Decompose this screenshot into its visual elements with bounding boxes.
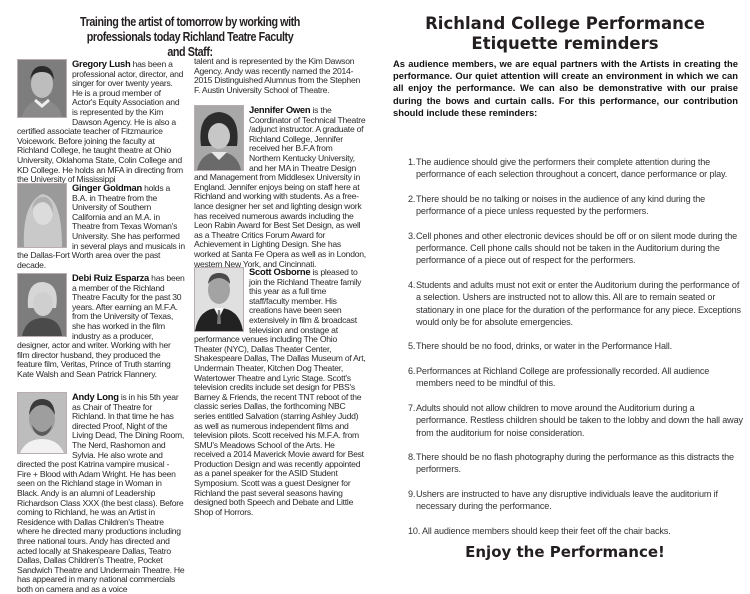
faculty-heading: Training the artist of tomorrow by working with professionals today Richland Teatre Faculty and Staff: <box>80 15 300 59</box>
reminder-item: 1. The audience should give the performers their complete attention during the performance of each selection throughout a concert, dance performance or play. <box>408 157 728 180</box>
photo-gregory-lush <box>17 59 67 118</box>
bio-name: Jennifer Owen <box>249 104 311 115</box>
bio-name: Debi Ruiz Esparza <box>72 272 150 283</box>
reminder-text: Adults should not allow children to move around the Auditorium during a performance. Restless children should be taken to the lobby and down the hall away from the auditorium for noise consideration. <box>416 402 743 438</box>
reminder-item: 3. Cell phones and other electronic devices should be off or on silent mode during the performance. Cell phone calls should not be taken in the Auditorium during the performance of a piece out of respect for the performers. <box>408 230 738 266</box>
reminder-text: All audience members should keep their feet off the chair backs. <box>422 525 671 536</box>
photo-andy-long <box>17 392 67 454</box>
bio-name: Gregory Lush <box>72 58 131 69</box>
bio-text: has been a professional actor, director, and singer for over twenty years. He is a proud member of Actor's Equity Association and is represented by the Kim Dawson Agency. He is also a certified associate teacher of Fitzmaurice Voicework. Before joining the faculty at Richland College, he taught theatre at Ohio University, Oklahoma State, Colin College and KD College. He holds an MFA in directing from the University of Mississippi <box>17 59 184 185</box>
bio-text: is the Coordinator of Technical Theatre /adjunct instructor. A graduate of Richland College, Jennifer received her B.F.A from Northern Kentucky University, and her MA in Theatre Design and Management from Middlesex University in England. Jennifer enjoys being on staff here at Richland and working with students. As a free-lance designer her set and lighting design work has received numerous awards including the Leon Rabin Award for Best Set Design, as well as a Theatre Critics Forum Award for Achievement in Lighting Design. She has worked at Santa Fe Opera as well as in London, western New York, and Cincinnati. <box>194 105 366 269</box>
reminder-text: Students and adults must not exit or enter the Auditorium during the performance of a selection. Ushers are instructed not to allow this. All are to remain seated or stationary in one place for the duration of the performance for any piece. Exceptions would only be for absolute emergencies. <box>416 279 741 327</box>
bio-debi-ruiz-esparza <box>17 273 185 380</box>
reminder-text: Cell phones and other electronic devices should be off or on silent mode during the performance. Cell phone calls should not be taken in the Auditorium during the performance of a piece out of respect for the performers. <box>416 230 738 266</box>
photo-debi-ruiz-esparza <box>17 273 67 337</box>
bio-text: has been a member of the Richland Theatre Faculty for the past 30 years. After earning an M.F.A. from the University of Texas, she has worked in the film industry as a producer, designer, actor and writer. Working with her film director husband, they produced the feature film, Veritas, Prince of Truth starring Kate Walsh and Sean Patrick Flannery. <box>17 273 185 379</box>
reminder-item: 7. Adults should not allow children to move around the Auditorium during a performance. Restless children should be taken to the lobby and down the hall away from the auditorium for noise consideration. <box>408 402 743 438</box>
reminders-list <box>408 156 743 550</box>
bio-text: talent and is represented by the Kim Dawson Agency. Andy was recently named the 2014-2015 Distinguished Alumnus from the Stephen F. Austin University School of Theatre. <box>194 56 361 95</box>
reminder-text: Ushers are instructed to have any disruptive individuals leave the auditorium if necessary during the performance. <box>416 489 718 512</box>
reminder-text: There should be no talking or noises in the audience of any kind during the performance of a piece unless requested by the performers. <box>416 193 706 217</box>
reminder-text: The audience should give the performers their complete attention during the performance of each selection throughout a concert, dance performance or play. <box>416 157 728 180</box>
etiquette-title <box>395 14 735 54</box>
etiquette-intro: As audience members, we are equal partners with the Artists in creating the performance. Our quiet attention will create an environment in which we can all enjoy the performance. We can also be demonstrative with our praise during the bows and curtain calls. For this performance, our contribution should include these reminders: <box>393 58 738 118</box>
bio-text: holds a B.A. in Theatre from the University of Southern California and an M.A. in Theatre from Texas Woman's University. She has performed in several plays and musicals in the Dallas-Fort Worth area over the past decade. <box>17 183 185 270</box>
photo-ginger-goldman <box>17 183 67 248</box>
reminder-text: Performances at Richland College are professionally recorded. All audience members need to be mindful of this. <box>416 366 710 389</box>
reminder-item: 4. Students and adults must not exit or enter the Auditorium during the performance of a selection. Ushers are instructed not to allow this. All are to remain seated or stationary in one place for the duration of the performance for any piece. Exceptions would only be for absolute emergencies. <box>408 279 741 327</box>
bio-ginger-goldman <box>17 183 185 270</box>
bio-name: Scott Osborne <box>249 266 311 277</box>
closing-message: Enjoy the Performance! <box>465 543 665 561</box>
bio-andy-long <box>17 392 185 594</box>
bio-text: is pleased to join the Richland Theatre family this year as a full time staff/faculty member. His creations have been seen extensively in film & broadcast television and onstage at performance venues including The Ohio Theater (NYC), Dallas Theater Center, Shakespeare Dallas, The Dallas Museum of Art, Undermain Theater, Kitchen Dog Theater, Watertower Theatre and Lyric Stage. Scott's television credits include set design for PBS's Barney & Friends, the recent TNT reboot of the classic series Dallas, the forthcoming NBC series entitled Salvation (starring Ashley Judd) as well as numerous independent films and television pilots. Scott received his M.F.A. from SMU's Meadows School of the Arts. He received a 2014 Maverick Movie award for Best Production Design and was recently appointed as a panel speaker for the ASID Student Symposium. Scott was a guest Designer for Richland the past several seasons having designed both Speech and Debate and Little Shop of Horrors. <box>194 267 366 517</box>
reminder-item: 2. There should be no talking or noises in the audience of any kind during the performance of a piece unless requested by the performers. <box>408 193 706 217</box>
bio-gregory-lush <box>17 59 185 185</box>
reminder-text: There should be no flash photography during the performance as this distracts the performers. <box>416 452 734 475</box>
bio-jennifer-owen <box>194 105 366 269</box>
bio-andy-long-continued <box>194 57 364 95</box>
bio-name: Ginger Goldman <box>72 182 142 193</box>
reminder-item: 10. All audience members should keep their feet off the chair backs. <box>408 525 671 536</box>
title-line-2: Etiquette reminders <box>471 34 659 53</box>
reminder-item: 6. Performances at Richland College are professionally recorded. All audience members need to be mindful of this. <box>408 366 710 389</box>
reminder-item: 8. There should be no flash photography during the performance as this distracts the performers. <box>408 452 734 475</box>
reminder-item: 5. There should be no food, drinks, or water in the Performance Hall. <box>408 341 672 352</box>
title-line-1: Richland College Performance <box>425 14 705 33</box>
reminder-text: There should be no food, drinks, or water in the Performance Hall. <box>416 341 672 352</box>
bio-text: is in his 5th year as Chair of Theatre for Richland. In that time he has directed Proof, Night of the Living Dead, The Dining Room, The Nerd, Rashomon and Sylvia. He also wrote and directed the post Katrina vampire musical - Fire + Blood with Adam Wright. He has been seen on the Richland stage in Woman in Black. Andy is an alumni of Leadership Richardson Class XXX (the best class). Before coming to Richland, he was an Artist in Residence with Dallas Children's Theatre where he directed many productions including three national tours. Andy has directed and acted locally at Shakespeare Dallas, Teatro Dallas, Dallas Children's Theatre, Pocket Sandwich Theatre and Undermain Theatre. He has appeared in many national commercials both on camera and as a voice <box>17 392 185 594</box>
reminder-item: 9. Ushers are instructed to have any disruptive individuals leave the auditorium if necessary during the performance. <box>408 489 718 512</box>
photo-scott-osborne <box>194 267 244 332</box>
photo-jennifer-owen <box>194 105 244 171</box>
bio-name: Andy Long <box>72 391 119 402</box>
bio-scott-osborne <box>194 267 366 517</box>
